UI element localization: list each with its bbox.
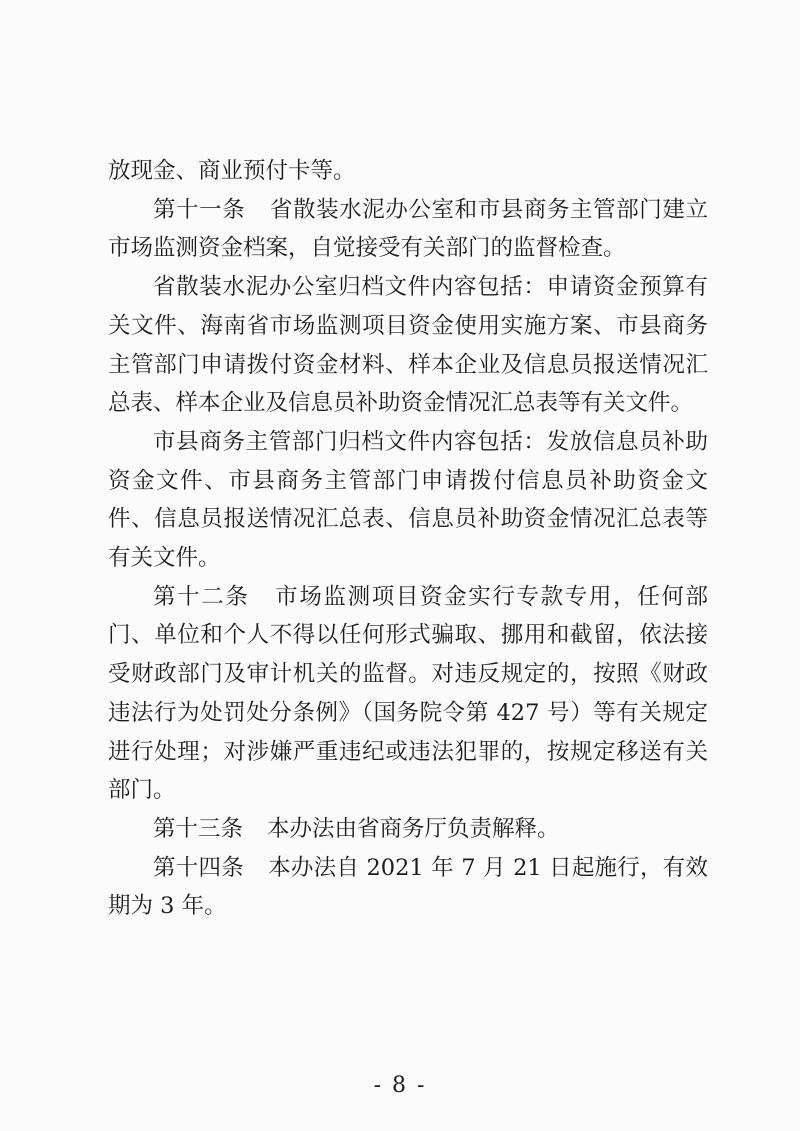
article-12 — [108, 578, 708, 810]
paragraph-provincial-archive — [108, 268, 708, 423]
paragraph-text: 市场监测项目资金实行专款专用，任何部门、单位和个人不得以任何形式骗取、挪用和截留，依法接受财政部门及审计机关的监督。对违反规定的，按照《财政违法行为处罚处分条例》（国务院令第 427 号）等有关规定进行处理；对涉嫌严重违纪或违法犯罪的，按规定移送有关部门。 — [108, 583, 708, 804]
page-number: - 8 - — [373, 1073, 427, 1098]
paragraph-text: 省散装水泥办公室归档文件内容包括：申请资金预算有关文件、海南省市场监测项目资金使用实施方案、市县商务主管部门申请拨付资金材料、样本企业及信息员报送情况汇总表、样本企业及信息员补助资金情况汇总表等有关文件。 — [108, 274, 708, 417]
article-number: 第十四条 — [153, 854, 244, 881]
document-body — [108, 152, 708, 926]
paragraph-continuation — [108, 152, 708, 191]
article-number: 第十一条 — [153, 196, 246, 223]
article-11 — [108, 191, 708, 268]
paragraph-text: 省散装水泥办公室和市县商务主管部门建立市场监测资金档案，自觉接受有关部门的监督检查。 — [108, 196, 708, 262]
article-number: 第十二条 — [153, 583, 250, 610]
article-number: 第十三条 — [153, 815, 244, 842]
paragraph-county-archive — [108, 423, 708, 578]
paragraph-text: 本办法由省商务厅负责解释。 — [267, 815, 560, 842]
article-13 — [108, 810, 708, 849]
paragraph-text: 市县商务主管部门归档文件内容包括：发放信息员补助资金文件、市县商务主管部门申请拨付信息员补助资金文件、信息员报送情况汇总表、信息员补助资金情况汇总表等有关文件。 — [108, 428, 708, 572]
paragraph-text: 放现金、商业预付卡等。 — [108, 158, 356, 184]
paragraph-text: 本办法自 2021 年 7 月 21 日起施行，有效期为 3 年。 — [108, 854, 708, 920]
article-14 — [108, 849, 708, 926]
